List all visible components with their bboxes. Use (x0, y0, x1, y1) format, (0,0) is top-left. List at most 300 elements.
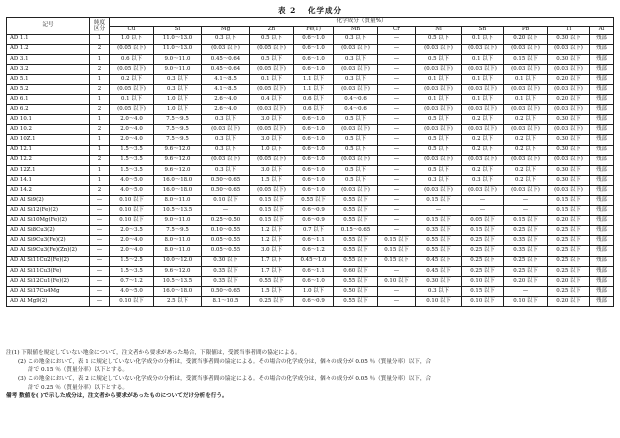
table-row (7, 125, 614, 135)
table-row (7, 236, 614, 246)
cell-value: 残部 (590, 296, 614, 306)
cell-value: 0.20 以下 (504, 276, 548, 286)
cell-value: 0.6～1.0 (294, 64, 334, 74)
cell-value: 0.10 以下 (378, 276, 416, 286)
cell-value: — (378, 296, 416, 306)
cell-value: 9.6～12.0 (154, 155, 202, 165)
cell-value: 0.5 以下 (334, 135, 378, 145)
header-element: Cu (110, 27, 154, 35)
cell-designation: AD 12Z.1 (7, 165, 90, 175)
cell-value: — (504, 286, 548, 296)
cell-value: (0.05 以下) (110, 105, 154, 115)
cell-value: 0.6～1.0 (294, 155, 334, 165)
cell-value: — (462, 196, 504, 206)
cell-value: 1.0 以下 (250, 145, 294, 155)
cell-value: (0.05 以下) (110, 44, 154, 54)
cell-value: (0.03 以下) (548, 125, 590, 135)
cell-class: — (90, 216, 110, 226)
cell-value: 0.55 以下 (334, 206, 378, 216)
cell-value: 0.50～0.65 (202, 175, 250, 185)
cell-value: 残部 (590, 206, 614, 216)
cell-value: 1.0 以下 (154, 105, 202, 115)
cell-value: 0.45～1.0 (294, 256, 334, 266)
cell-value: 2.0～4.0 (110, 135, 154, 145)
cell-value: (0.03 以下) (462, 105, 504, 115)
cell-value: 10.5～13.5 (154, 276, 202, 286)
cell-value: 0.30 以下 (548, 115, 590, 125)
cell-value: 0.6～0.9 (294, 296, 334, 306)
table-row (7, 206, 614, 216)
cell-value: 2.0～4.0 (110, 236, 154, 246)
cell-value: (0.03 以下) (416, 84, 462, 94)
cell-value: — (416, 206, 462, 216)
cell-value: 0.30 以下 (548, 165, 590, 175)
cell-value: 3.0 以下 (250, 135, 294, 145)
cell-value: 0.30 以下 (202, 256, 250, 266)
cell-value: 0.05～0.55 (202, 236, 250, 246)
cell-value: 3.0 以下 (250, 246, 294, 256)
cell-value: 0.10 以下 (110, 196, 154, 206)
cell-value: — (378, 165, 416, 175)
cell-value: (0.03 以下) (462, 155, 504, 165)
cell-value: — (462, 206, 504, 216)
table-row (7, 175, 614, 185)
cell-value: 0.55 以下 (334, 256, 378, 266)
header-element: Ni (416, 27, 462, 35)
cell-designation: AD Al Si8Cu3(2) (7, 226, 90, 236)
cell-value: 1.2 以下 (250, 226, 294, 236)
cell-value: 9.0～11.0 (154, 216, 202, 226)
cell-value: 0.50～0.65 (202, 185, 250, 195)
table-row (7, 286, 614, 296)
cell-value: 0.20 以下 (504, 34, 548, 44)
cell-value: 0.30 以下 (548, 145, 590, 155)
cell-value: 0.5 以下 (334, 165, 378, 175)
cell-value: 9.0～11.0 (154, 64, 202, 74)
cell-value: 0.55 以下 (294, 196, 334, 206)
table-row (7, 74, 614, 84)
header-element: Zn (250, 27, 294, 35)
cell-value: 残部 (590, 115, 614, 125)
cell-class: 1 (90, 95, 110, 105)
cell-value: 0.6～1.0 (294, 276, 334, 286)
cell-value: — (378, 115, 416, 125)
cell-value: 0.10 以下 (504, 296, 548, 306)
composition-table (6, 17, 614, 307)
cell-value: (0.03 以下) (504, 84, 548, 94)
cell-value: 0.6～0.9 (294, 206, 334, 216)
cell-value: 2.0～4.0 (110, 246, 154, 256)
note-2-cont: 計で 0.15 ％（質量分率）以下とする。 (28, 367, 128, 374)
cell-value: 0.25 以下 (548, 236, 590, 246)
cell-value: 0.1 以下 (416, 74, 462, 84)
cell-value: 0.55 以下 (334, 216, 378, 226)
cell-value: (0.03 以下) (504, 155, 548, 165)
cell-value: 0.25 以下 (548, 286, 590, 296)
cell-value: 7.5～9.5 (154, 125, 202, 135)
cell-value: 7.5～9.5 (154, 226, 202, 236)
cell-value: 3.0 以下 (250, 115, 294, 125)
cell-value: — (378, 266, 416, 276)
table-row (7, 34, 614, 44)
cell-designation: AD 3.2 (7, 64, 90, 74)
cell-value: 残部 (590, 165, 614, 175)
cell-value: (0.03 以下) (416, 155, 462, 165)
cell-value: (0.03 以下) (462, 44, 504, 54)
cell-value: 0.5 以下 (416, 115, 462, 125)
cell-class: 2 (90, 84, 110, 94)
cell-value: 0.10～0.55 (202, 226, 250, 236)
cell-value: 0.45 以下 (416, 256, 462, 266)
cell-value: — (378, 84, 416, 94)
cell-value: 0.2 以下 (462, 135, 504, 145)
cell-value: 0.15 以下 (548, 206, 590, 216)
table-row (7, 64, 614, 74)
header-element: Mg (202, 27, 250, 35)
cell-value: (0.05 以下) (250, 125, 294, 135)
cell-class: — (90, 256, 110, 266)
note-2: (2) この地金において，表 1 に規定していない化学成分の分析は，受渡当事者間の協定による。その場合の化学成分は，個々の成分が 0.05 ％（質量分率）以下，合 (18, 358, 432, 365)
cell-value: 1.5～2.5 (110, 256, 154, 266)
table-title (0, 5, 620, 16)
cell-value: 10.0～12.0 (154, 256, 202, 266)
cell-value: — (378, 74, 416, 84)
cell-value: 0.15 以下 (250, 216, 294, 226)
cell-value: (0.03 以下) (416, 185, 462, 195)
cell-value: 0.10 以下 (462, 276, 504, 286)
cell-designation: AD Al Si17Cu4Mg (7, 286, 90, 296)
cell-designation: AD 14.1 (7, 175, 90, 185)
cell-value: (0.03 以下) (416, 105, 462, 115)
cell-value: 0.55 以下 (334, 246, 378, 256)
cell-class: 2 (90, 64, 110, 74)
cell-value: 0.6～1.1 (294, 236, 334, 246)
cell-value: 0.15 以下 (416, 196, 462, 206)
cell-value: 4.0～5.0 (110, 175, 154, 185)
cell-value: 残部 (590, 185, 614, 195)
cell-value: 0.6～1.0 (294, 165, 334, 175)
cell-value: 0.15 以下 (378, 236, 416, 246)
cell-value: 0.5 以下 (334, 145, 378, 155)
cell-value: 残部 (590, 105, 614, 115)
cell-value: 0.5 以下 (416, 54, 462, 64)
cell-value: 0.6～1.0 (294, 135, 334, 145)
cell-value: 0.05 以下 (462, 216, 504, 226)
cell-value: 0.25～0.50 (202, 216, 250, 226)
cell-value: (0.03 以下) (334, 125, 378, 135)
table-row (7, 54, 614, 64)
cell-class: — (90, 266, 110, 276)
cell-value: (0.03 以下) (504, 125, 548, 135)
cell-class: — (90, 236, 110, 246)
header-element: Sn (462, 27, 504, 35)
cell-value: 0.4～0.6 (334, 105, 378, 115)
cell-value: 0.35 以下 (504, 246, 548, 256)
cell-value: 0.3 以下 (154, 74, 202, 84)
cell-value: 残部 (590, 246, 614, 256)
cell-value: 4.0～5.0 (110, 185, 154, 195)
cell-value: 0.30 以下 (416, 276, 462, 286)
cell-value: 1.7 以下 (250, 256, 294, 266)
cell-value: — (378, 135, 416, 145)
table-row (7, 155, 614, 165)
table-row (7, 276, 614, 286)
cell-value: 0.2 以下 (110, 74, 154, 84)
cell-value: (0.03 以下) (548, 84, 590, 94)
table-row (7, 135, 614, 145)
table-row (7, 165, 614, 175)
cell-value: 0.25 以下 (548, 246, 590, 256)
cell-value: 0.1 以下 (462, 54, 504, 64)
cell-value: 2.0～3.5 (110, 226, 154, 236)
cell-value: 9.0～11.0 (154, 54, 202, 64)
cell-value: (0.05 以下) (250, 44, 294, 54)
cell-value: 残部 (590, 95, 614, 105)
cell-value: — (378, 145, 416, 155)
cell-value: 0.45～0.64 (202, 64, 250, 74)
cell-designation: AD 1.2 (7, 44, 90, 54)
cell-value: 0.5 以下 (416, 34, 462, 44)
cell-value: (0.03 以下) (462, 125, 504, 135)
cell-value: 1.2 以下 (250, 236, 294, 246)
cell-value: 1.0 以下 (294, 286, 334, 296)
cell-value: 7.5～9.5 (154, 115, 202, 125)
cell-value: 0.1 以下 (416, 95, 462, 105)
cell-value: 残部 (590, 175, 614, 185)
cell-value: 8.0～11.0 (154, 196, 202, 206)
cell-designation: AD 5.1 (7, 74, 90, 84)
cell-value: 残部 (590, 286, 614, 296)
cell-value: 0.1 以下 (504, 74, 548, 84)
cell-value: 1.5～3.5 (110, 165, 154, 175)
table-row (7, 95, 614, 105)
cell-value: (0.03 以下) (548, 155, 590, 165)
cell-value: 0.3 以下 (462, 175, 504, 185)
cell-value: 残部 (590, 54, 614, 64)
cell-value: — (378, 125, 416, 135)
cell-value: — (378, 95, 416, 105)
cell-value: 1.5～3.5 (110, 266, 154, 276)
cell-value: (0.03 以下) (416, 64, 462, 74)
cell-value: 1.0 以下 (110, 34, 154, 44)
header-element: Si (154, 27, 202, 35)
cell-value: 残部 (590, 266, 614, 276)
cell-class: — (90, 286, 110, 296)
cell-value: 0.5 以下 (250, 54, 294, 64)
cell-value: 0.55 以下 (416, 236, 462, 246)
cell-value: 残部 (590, 145, 614, 155)
cell-value: 0.25 以下 (250, 296, 294, 306)
cell-designation: AD 6.1 (7, 95, 90, 105)
cell-value: 0.10 以下 (110, 206, 154, 216)
cell-value: 0.3 以下 (202, 135, 250, 145)
cell-value: 0.25 以下 (548, 256, 590, 266)
cell-designation: AD Al Si9(2) (7, 196, 90, 206)
cell-value: 0.15 以下 (462, 286, 504, 296)
cell-value: 残部 (590, 155, 614, 165)
cell-value: 1.5 以下 (250, 175, 294, 185)
cell-value: 0.15 以下 (250, 206, 294, 216)
cell-value: (0.05 以下) (250, 155, 294, 165)
cell-value: 0.15 以下 (250, 196, 294, 206)
cell-value: 0.30 以下 (548, 54, 590, 64)
cell-value: 0.35 以下 (504, 236, 548, 246)
cell-class: — (90, 246, 110, 256)
cell-value: (0.03 以下) (334, 185, 378, 195)
cell-value: (0.03 以下) (202, 155, 250, 165)
cell-class: — (90, 296, 110, 306)
table-row (7, 105, 614, 115)
cell-value: 0.5 以下 (416, 165, 462, 175)
cell-value: 0.2 以下 (462, 145, 504, 155)
cell-value: 0.10 以下 (110, 216, 154, 226)
cell-value: — (378, 216, 416, 226)
cell-value: 0.6 以下 (110, 54, 154, 64)
cell-value: 0.50 以下 (334, 286, 378, 296)
cell-value: — (378, 185, 416, 195)
cell-value: 0.3 以下 (416, 175, 462, 185)
cell-value: 0.25 以下 (462, 256, 504, 266)
cell-designation: AD 12.2 (7, 155, 90, 165)
cell-value: 0.10 以下 (462, 296, 504, 306)
cell-value: 0.6～1.1 (294, 266, 334, 276)
header-designation: 記号 (7, 18, 90, 35)
cell-value: — (378, 105, 416, 115)
cell-value: 残部 (590, 276, 614, 286)
cell-value: 2.6～4.0 (202, 95, 250, 105)
cell-value: 0.6 以下 (294, 95, 334, 105)
cell-value: (0.03 以下) (416, 125, 462, 135)
cell-value: 0.20 以下 (548, 95, 590, 105)
table-number: 表 2 (278, 6, 297, 15)
cell-class: 1 (90, 74, 110, 84)
cell-value: 0.15 以下 (416, 216, 462, 226)
cell-value: 7.5～9.5 (154, 135, 202, 145)
cell-designation: AD 12.1 (7, 145, 90, 155)
cell-value: 0.1 以下 (462, 34, 504, 44)
cell-value: (0.03 以下) (462, 185, 504, 195)
cell-value: 0.1 以下 (462, 74, 504, 84)
cell-value: — (378, 44, 416, 54)
table-row (7, 296, 614, 306)
cell-value: 0.6～1.0 (294, 175, 334, 185)
cell-value: 0.25 以下 (504, 226, 548, 236)
header-element: Mn (334, 27, 378, 35)
cell-value: (0.03 以下) (334, 64, 378, 74)
cell-value: 0.3 以下 (202, 165, 250, 175)
note-3: (3) この地金において，表 2 に規定していない化学成分の分析は，受渡当事者間の協定による。その場合の化学成分は，個々の成分が 0.05 ％（質量分率）以下，合 (18, 375, 432, 382)
cell-value: 0.45～0.64 (202, 54, 250, 64)
cell-value: 10.5～13.5 (154, 206, 202, 216)
cell-value: — (202, 206, 250, 216)
cell-value: 0.2 以下 (462, 115, 504, 125)
cell-value: — (504, 196, 548, 206)
cell-value: — (504, 206, 548, 216)
cell-class: — (90, 206, 110, 216)
cell-value: 0.15 以下 (504, 216, 548, 226)
cell-value: 0.35 以下 (416, 226, 462, 236)
header-composition: 化学成分（質量%） (110, 18, 614, 27)
cell-value: 残部 (590, 216, 614, 226)
cell-value: 8.0～11.0 (154, 246, 202, 256)
cell-value: 0.3 以下 (202, 145, 250, 155)
cell-value: 0.5 以下 (334, 175, 378, 185)
header-element: Pb (504, 27, 548, 35)
table-row (7, 246, 614, 256)
cell-value: 0.3 以下 (202, 115, 250, 125)
cell-value: 残部 (590, 34, 614, 44)
table-caption: 化学成分 (307, 6, 342, 15)
cell-value: 0.25 以下 (548, 226, 590, 236)
cell-class: 1 (90, 165, 110, 175)
cell-value: 0.50～0.65 (202, 286, 250, 296)
cell-value: 1.0 以下 (154, 95, 202, 105)
cell-value: 0.3 以下 (202, 34, 250, 44)
cell-value: 0.35 以下 (202, 276, 250, 286)
cell-value: 残部 (590, 64, 614, 74)
cell-designation: AD Al Si9Cu3(Fe)(Zn)(2) (7, 246, 90, 256)
cell-designation: AD Al Si9Cu3(Fe)(2) (7, 236, 90, 246)
cell-value: 残部 (590, 196, 614, 206)
cell-value: 0.6～0.9 (294, 216, 334, 226)
cell-class: 1 (90, 115, 110, 125)
cell-value: (0.05 以下) (110, 64, 154, 74)
cell-value: 9.6～12.0 (154, 165, 202, 175)
cell-value: 0.15～0.65 (334, 226, 378, 236)
cell-value: 0.30 以下 (548, 175, 590, 185)
cell-class: 1 (90, 135, 110, 145)
cell-value: (0.05 以下) (250, 84, 294, 94)
cell-value: 0.55 以下 (334, 196, 378, 206)
cell-value: 0.1 以下 (504, 95, 548, 105)
cell-designation: AD Al Mg9(2) (7, 296, 90, 306)
cell-value: 0.20 以下 (548, 276, 590, 286)
cell-class: 2 (90, 155, 110, 165)
cell-value: 0.20 以下 (548, 74, 590, 84)
cell-value: 11.0～13.0 (154, 34, 202, 44)
cell-value: 4.0～5.0 (110, 286, 154, 296)
cell-value: 8.1～10.5 (202, 296, 250, 306)
cell-value: 0.30 以下 (548, 135, 590, 145)
cell-value: 0.25 以下 (504, 266, 548, 276)
cell-value: 残部 (590, 125, 614, 135)
cell-value: 0.6～1.0 (294, 145, 334, 155)
cell-value: 0.3 以下 (334, 74, 378, 84)
cell-value: 0.55 以下 (334, 296, 378, 306)
cell-value: 0.5 以下 (250, 34, 294, 44)
cell-value: (0.03 以下) (504, 64, 548, 74)
cell-value: 0.10 以下 (110, 296, 154, 306)
cell-value: 0.55 以下 (416, 246, 462, 256)
cell-designation: AD 10.2 (7, 125, 90, 135)
cell-value: 2.5 以下 (154, 296, 202, 306)
cell-value: 0.6～1.0 (294, 115, 334, 125)
cell-value: 1.5～3.5 (110, 155, 154, 165)
cell-value: 0.2 以下 (504, 165, 548, 175)
cell-value: (0.05 以下) (250, 64, 294, 74)
cell-value: (0.03 以下) (504, 105, 548, 115)
cell-designation: AD 10.1 (7, 115, 90, 125)
cell-value: 0.55 以下 (334, 276, 378, 286)
footnotes (6, 349, 614, 401)
cell-value: 0.25 以下 (462, 236, 504, 246)
cell-value: (0.03 以下) (334, 44, 378, 54)
cell-value: 残部 (590, 44, 614, 54)
cell-value: 0.10 以下 (416, 296, 462, 306)
cell-value: 9.6～12.0 (154, 145, 202, 155)
cell-value: 残部 (590, 84, 614, 94)
cell-class: 1 (90, 54, 110, 64)
